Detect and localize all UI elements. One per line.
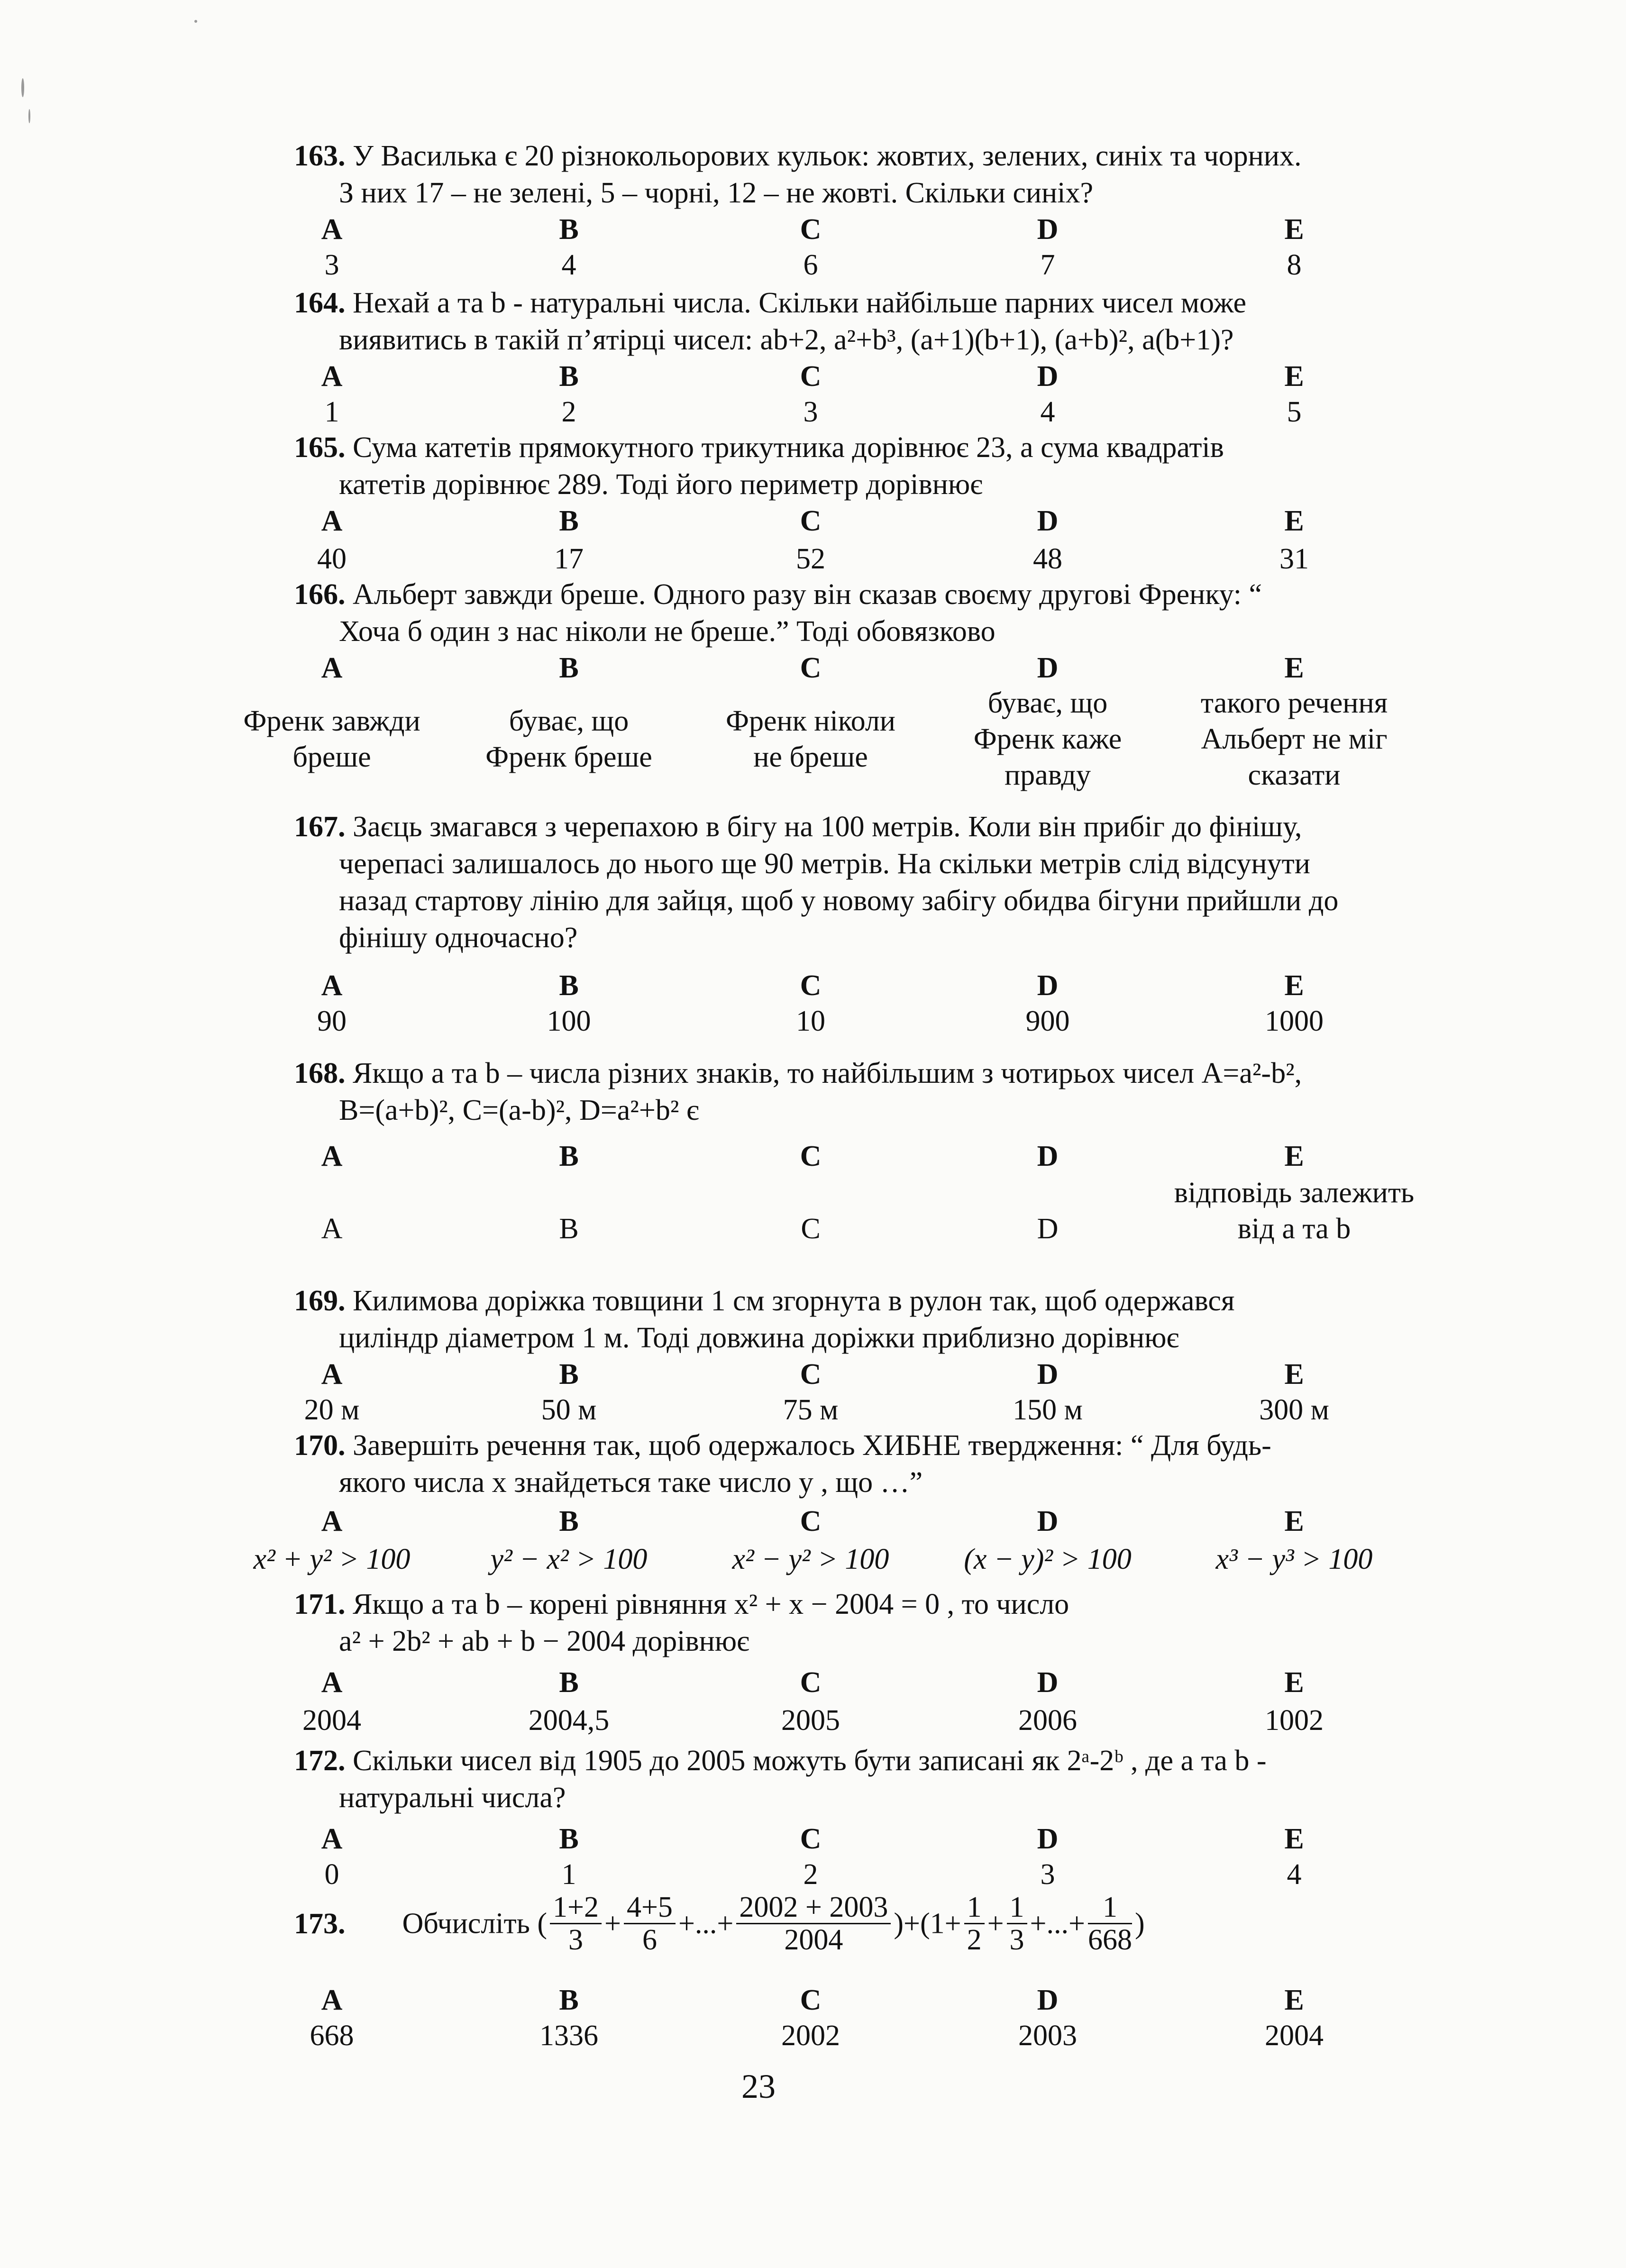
answer-options	[0, 685, 1626, 794]
option-d: (x − y)² > 100	[964, 1543, 1132, 1575]
question-text: Якщо a та b – числа різних знаків, то найбільшим з чотирьох чисел A=a²-b²,	[353, 1057, 1302, 1089]
answer-letters	[0, 967, 1626, 1004]
option-d: D	[1037, 1213, 1059, 1245]
answer-options	[0, 393, 1626, 430]
option-b: y² − x² > 100	[490, 1543, 648, 1575]
answer-letters	[0, 1820, 1626, 1857]
answer-options	[0, 2017, 1626, 2054]
fraction	[624, 1892, 676, 1956]
numerator: 1	[964, 1892, 985, 1924]
option-letter-d: D	[1037, 1823, 1059, 1855]
question-number: 166.	[294, 578, 346, 611]
denominator: 3	[1009, 1924, 1024, 1956]
option-letter-c: C	[800, 1505, 822, 1537]
denominator: 2004	[784, 1924, 843, 1956]
fraction	[736, 1892, 891, 1956]
fraction	[1088, 1892, 1132, 1956]
option-a: 0	[324, 1858, 339, 1891]
option-b: 1	[561, 1858, 576, 1891]
question-text: З них 17 – не зелені, 5 – чорні, 12 – не жовті. Скільки синіх?	[339, 177, 1093, 209]
question-text: Завершіть речення так, щоб одержалось ХИБНЕ твердження: “ Для будь-	[353, 1429, 1271, 1462]
question-text: Якщо a та b – корені рівняння x² + x − 2004 = 0 , то число	[353, 1588, 1069, 1620]
question-number: 169.	[294, 1285, 346, 1317]
option-letter-a: A	[321, 213, 343, 246]
option-c: 52	[796, 543, 825, 575]
option-letter-e: E	[1284, 505, 1304, 537]
question-165	[294, 429, 1441, 503]
option-a: x² + y² > 100	[253, 1543, 411, 1575]
denominator: 668	[1087, 1924, 1132, 1956]
option-b: 1336	[539, 2020, 598, 2052]
question-166	[294, 576, 1441, 650]
option-a: A	[321, 1213, 343, 1245]
option-c: C	[801, 1213, 821, 1245]
option-letter-c: C	[800, 360, 822, 393]
question-text: Нехай a та b - натуральні числа. Скільки найбільше парних чисел може	[353, 287, 1247, 319]
option-b: 50 м	[541, 1394, 597, 1426]
option-a: 2004	[302, 1704, 361, 1737]
question-text: Хоча б один з нас ніколи не бреше.” Тоді обовязково	[339, 615, 996, 648]
operator: )+(1+	[894, 1907, 961, 1940]
formula-paren: )	[1134, 1907, 1145, 1940]
answer-options	[0, 1003, 1626, 1040]
question-text: якого числа x знайдеться таке число y , що …”	[339, 1466, 923, 1499]
fraction	[550, 1892, 602, 1956]
answer-letters	[0, 1138, 1626, 1175]
option-d: 150 м	[1013, 1394, 1083, 1426]
question-text: У Василька є 20 різнокольорових кульок: жовтих, зелених, синіх та чорних.	[353, 140, 1302, 172]
numerator: 1+2	[550, 1892, 602, 1924]
answer-options	[0, 1856, 1626, 1893]
option-letter-d: D	[1037, 1505, 1059, 1537]
option-letter-b: B	[559, 505, 579, 537]
option-letter-a: A	[321, 1505, 343, 1537]
question-172	[294, 1742, 1441, 1816]
answer-letters	[0, 1664, 1626, 1701]
option-e: 4	[1287, 1858, 1302, 1891]
option-letter-d: D	[1037, 213, 1059, 246]
option-letter-b: B	[559, 969, 579, 1002]
option-d: 4	[1040, 396, 1055, 428]
question-number: 172.	[294, 1745, 346, 1777]
option-letter-b: B	[559, 360, 579, 393]
option-letter-a: A	[321, 652, 343, 684]
scan-artifact	[194, 20, 197, 23]
option-c: 6	[803, 249, 818, 281]
denominator: 3	[568, 1924, 584, 1956]
question-164	[294, 284, 1441, 358]
option-a: 20 м	[304, 1394, 360, 1426]
option-letter-a: A	[321, 505, 343, 537]
option-a: 90	[317, 1005, 347, 1037]
option-b: 2	[561, 396, 576, 428]
option-d: буває, що Френк каже правду	[973, 687, 1122, 791]
option-letter-d: D	[1037, 360, 1059, 393]
denominator: 6	[642, 1924, 657, 1956]
option-letter-d: D	[1037, 652, 1059, 684]
answer-letters	[0, 358, 1626, 395]
answer-options	[0, 1702, 1626, 1739]
question-number: 167.	[294, 811, 346, 843]
option-letter-b: B	[559, 1984, 579, 2016]
operator: +...+	[1030, 1907, 1085, 1940]
option-e: 300 м	[1259, 1394, 1329, 1426]
option-c: x² − y² > 100	[732, 1543, 889, 1575]
option-letter-e: E	[1284, 969, 1304, 1002]
option-letter-b: B	[559, 1358, 579, 1390]
option-letter-e: E	[1284, 213, 1304, 246]
answer-letters	[0, 211, 1626, 248]
option-e: такого речення Альберт не міг сказати	[1200, 687, 1388, 791]
denominator: 2	[967, 1924, 982, 1956]
option-e: x³ − y³ > 100	[1215, 1543, 1373, 1575]
question-169	[294, 1282, 1441, 1356]
option-d: 7	[1040, 249, 1055, 281]
question-text: Килимова доріжка товщини 1 см згорнута в рулон так, щоб одержався	[353, 1285, 1235, 1317]
option-letter-c: C	[800, 969, 822, 1002]
option-d: 2003	[1018, 2020, 1077, 2052]
option-c: 75 м	[783, 1394, 839, 1426]
numerator: 1	[1007, 1892, 1027, 1924]
answer-letters	[0, 1503, 1626, 1540]
question-168	[294, 1055, 1441, 1129]
option-letter-c: C	[800, 1666, 822, 1699]
question-number: 170.	[294, 1429, 346, 1462]
option-letter-b: B	[559, 652, 579, 684]
question-text: Заєць змагався з черепахою в бігу на 100 метрів. Коли він прибіг до фінішу,	[353, 811, 1302, 843]
option-letter-a: A	[321, 1984, 343, 2016]
answer-options	[0, 540, 1626, 577]
option-d: 2006	[1018, 1704, 1077, 1737]
question-number: 168.	[294, 1057, 346, 1089]
option-c: 2	[803, 1858, 818, 1891]
numerator: 2002 + 2003	[736, 1892, 891, 1924]
option-b: 100	[547, 1005, 591, 1037]
option-letter-d: D	[1037, 1666, 1059, 1699]
question-text: B=(a+b)², C=(a-b)², D=a²+b² є	[339, 1094, 699, 1126]
option-letter-a: A	[321, 969, 343, 1002]
option-e: 1002	[1265, 1704, 1324, 1737]
option-e: відповідь залежить від a та b	[1174, 1177, 1415, 1245]
option-e: 2004	[1265, 2020, 1324, 2052]
question-number: 171.	[294, 1588, 346, 1620]
option-e: 31	[1279, 543, 1309, 575]
option-letter-e: E	[1284, 1505, 1304, 1537]
option-letter-a: A	[321, 1666, 343, 1699]
answer-options	[0, 1175, 1626, 1284]
question-text: фінішу одночасно?	[339, 922, 578, 954]
option-letter-e: E	[1284, 360, 1304, 393]
option-letter-d: D	[1037, 505, 1059, 537]
option-letter-c: C	[800, 652, 822, 684]
option-a: 668	[310, 2020, 354, 2052]
answer-options	[0, 247, 1626, 284]
question-text: натуральні числа?	[339, 1782, 566, 1814]
answer-letters	[0, 1982, 1626, 2019]
question-number: 173.	[294, 1907, 346, 1940]
option-letter-a: A	[321, 360, 343, 393]
option-e: 8	[1287, 249, 1302, 281]
question-text: Обчисліть	[402, 1907, 530, 1940]
option-e: 1000	[1265, 1005, 1324, 1037]
option-a: Френк завжди бреше	[243, 705, 420, 773]
option-d: 3	[1040, 1858, 1055, 1891]
fraction	[1007, 1892, 1027, 1956]
option-letter-c: C	[800, 505, 822, 537]
option-b: 2004,5	[528, 1704, 610, 1737]
question-text: циліндр діаметром 1 м. Тоді довжина доріжки приблизно дорівнює	[339, 1322, 1179, 1354]
option-d: 900	[1025, 1005, 1070, 1037]
question-text: катетів дорівнює 289. Тоді його периметр дорівнює	[339, 468, 983, 501]
option-letter-c: C	[800, 213, 822, 246]
option-letter-c: C	[800, 1358, 822, 1390]
option-letter-e: E	[1284, 1984, 1304, 2016]
answer-options	[0, 1541, 1626, 1578]
option-letter-a: A	[321, 1823, 343, 1855]
option-c: Френк ніколи не бреше	[726, 705, 895, 773]
option-c: 10	[796, 1005, 825, 1037]
answer-letters	[0, 503, 1626, 540]
question-text: виявитись в такій п’ятірці чисел: ab+2, a²+b³, (a+1)(b+1), (a+b)², a(b+1)?	[339, 324, 1234, 356]
operator: +...+	[678, 1907, 734, 1940]
numerator: 4+5	[624, 1892, 676, 1924]
option-letter-a: A	[321, 1358, 343, 1390]
option-letter-b: B	[559, 213, 579, 246]
option-letter-e: E	[1284, 1358, 1304, 1390]
page-number: 23	[741, 2067, 776, 2105]
operator: +	[604, 1907, 621, 1940]
option-letter-d: D	[1037, 1984, 1059, 2016]
question-text: a² + 2b² + ab + b − 2004 дорівнює	[339, 1625, 749, 1657]
question-text: черепасі залишалось до нього ще 90 метрів. На скільки метрів слід відсунути	[339, 848, 1310, 880]
option-letter-b: B	[559, 1666, 579, 1699]
option-a: 40	[317, 543, 347, 575]
option-letter-e: E	[1284, 1823, 1304, 1855]
numerator: 1	[1088, 1892, 1132, 1924]
option-letter-a: A	[321, 1140, 343, 1172]
scan-artifact	[21, 78, 24, 97]
option-c: 2005	[781, 1704, 840, 1737]
option-letter-b: B	[559, 1505, 579, 1537]
option-letter-b: B	[559, 1823, 579, 1855]
option-letter-c: C	[800, 1823, 822, 1855]
answer-options	[0, 1391, 1626, 1428]
option-letter-e: E	[1284, 1140, 1304, 1172]
option-b: B	[559, 1213, 579, 1245]
option-letter-d: D	[1037, 1140, 1059, 1172]
option-letter-c: C	[800, 1984, 822, 2016]
option-letter-e: E	[1284, 652, 1304, 684]
operator: +	[987, 1907, 1004, 1940]
option-b: 17	[554, 543, 584, 575]
fraction	[964, 1892, 985, 1956]
question-number: 163.	[294, 140, 346, 172]
formula-paren: (	[537, 1907, 548, 1940]
option-letter-b: B	[559, 1140, 579, 1172]
option-a: 1	[324, 396, 339, 428]
question-text: Скільки чисел від 1905 до 2005 можуть бути записані як 2ᵃ-2ᵇ , де a та b -	[353, 1745, 1267, 1777]
answer-letters	[0, 649, 1626, 686]
question-163	[294, 137, 1441, 211]
option-c: 3	[803, 396, 818, 428]
question-171	[294, 1586, 1441, 1660]
answer-letters	[0, 1356, 1626, 1393]
option-b: буває, що Френк бреше	[485, 705, 652, 773]
question-text: Сума катетів прямокутного трикутника дорівнює 23, а сума квадратів	[353, 431, 1224, 464]
question-text: Альберт завжди бреше. Одного разу він сказав своєму другові Френку: “	[353, 578, 1262, 611]
question-text: назад стартову лінію для зайця, щоб у новому забігу обидва бігуни прийшли до	[339, 885, 1339, 917]
question-170	[294, 1427, 1441, 1501]
option-b: 4	[561, 249, 576, 281]
option-letter-e: E	[1284, 1666, 1304, 1699]
scan-artifact	[28, 109, 30, 123]
question-167	[294, 808, 1441, 956]
option-e: 5	[1287, 396, 1302, 428]
option-d: 48	[1033, 543, 1062, 575]
option-c: 2002	[781, 2020, 840, 2052]
question-number: 164.	[294, 287, 346, 319]
option-a: 3	[324, 249, 339, 281]
question-number: 165.	[294, 431, 346, 464]
option-letter-d: D	[1037, 1358, 1059, 1390]
option-letter-d: D	[1037, 969, 1059, 1002]
option-letter-c: C	[800, 1140, 822, 1172]
question-173	[294, 1892, 1479, 1972]
